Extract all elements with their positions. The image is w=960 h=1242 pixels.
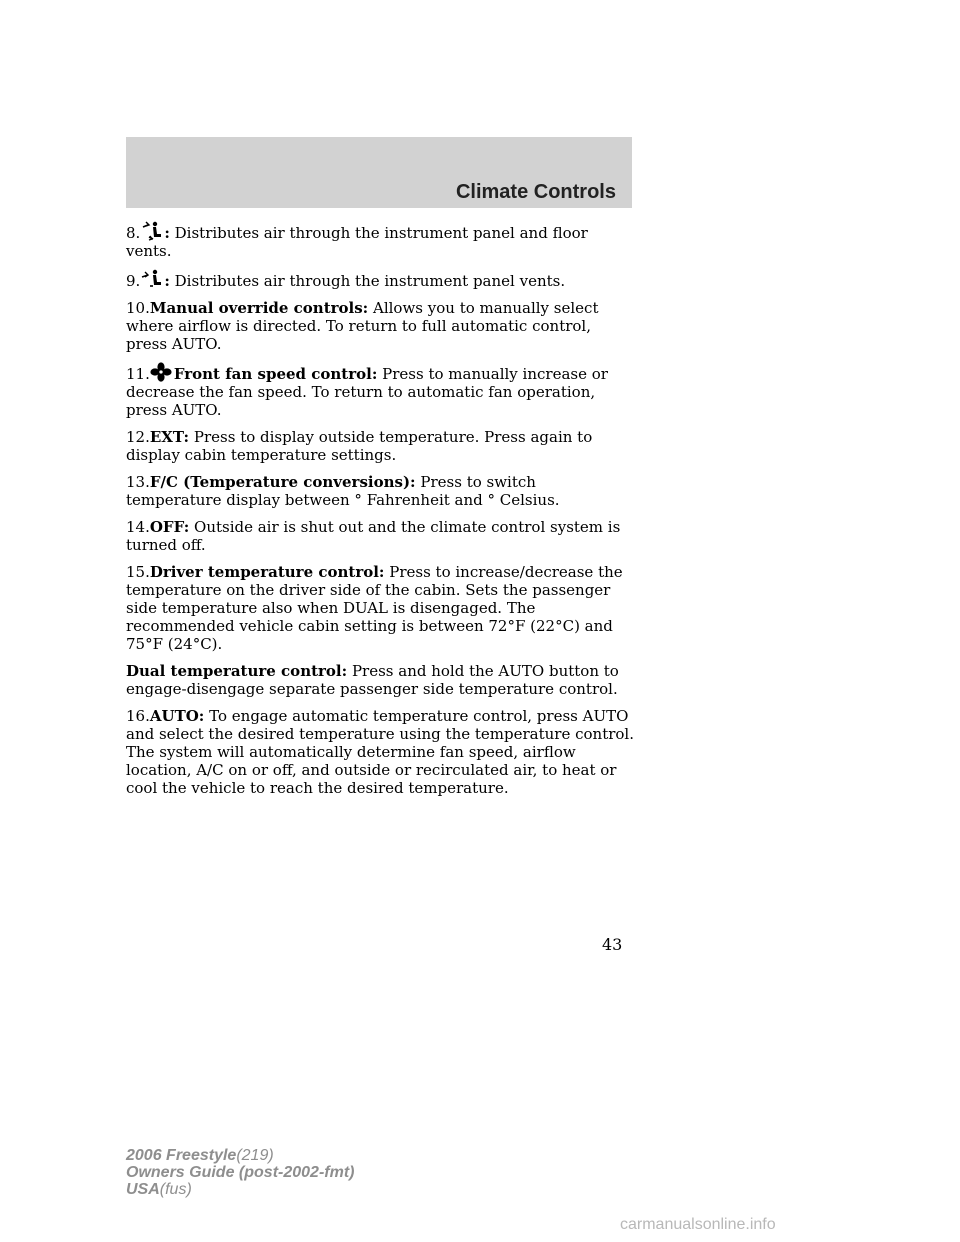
footer-line-3: USA(fus) bbox=[126, 1181, 192, 1198]
list-item: 14.OFF: Outside air is shut out and the climate control system is turned off. bbox=[126, 518, 621, 554]
list-item: 13.F/C (Temperature conversions): Press to switch temperature display between ° Fahrenheit and ° Celsius. bbox=[126, 473, 560, 509]
watermark: carmanualsonline.info bbox=[620, 1216, 776, 1233]
list-item: 11. Front fan speed control: Press to manually increase or decrease the fan speed. To return to automatic fan operation, press AUTO. bbox=[126, 362, 636, 419]
list-item: 15.Driver temperature control: Press to increase/decrease the temperature on the driver side of the cabin. Sets the passenger side temperature also when DUAL is disengaged. The recommended vehicle cabin setting is between 72°F (22°C) and 75°F (24°C). bbox=[126, 563, 623, 653]
panel-floor-vent-icon bbox=[140, 221, 164, 241]
section-title: Climate Controls bbox=[455, 181, 616, 203]
fan-icon bbox=[150, 362, 174, 382]
manual-content bbox=[126, 221, 636, 806]
list-item: 8. : Distributes air through the instrument panel and floor vents. bbox=[126, 221, 636, 260]
list-item: 12.EXT: Press to display outside temperature. Press again to display cabin temperature settings. bbox=[126, 428, 593, 464]
list-item: 16.AUTO: To engage automatic temperature control, press AUTO and select the desired temperature using the temperature control. The system will automatically determine fan speed, airflow location, A/C on or off, and outside or recirculated air, to heat or cool the vehicle to reach the desired temperature. bbox=[126, 707, 635, 797]
document-footer bbox=[126, 1147, 354, 1198]
list-item: Dual temperature control: Press and hold the AUTO button to engage-disengage separate passenger side temperature control. bbox=[126, 662, 619, 698]
section-header-band bbox=[126, 137, 632, 208]
page-number: 43 bbox=[602, 935, 623, 954]
list-item: 10.Manual override controls: Allows you to manually select where airflow is directed. To return to full automatic control, press AUTO. bbox=[126, 299, 599, 353]
footer-line-1: 2006 Freestyle(219) bbox=[126, 1147, 274, 1164]
footer-line-2: Owners Guide (post-2002-fmt) bbox=[126, 1164, 355, 1181]
panel-vent-icon bbox=[140, 269, 164, 289]
list-item: 9. : Distributes air through the instrument panel vents. bbox=[126, 269, 636, 290]
